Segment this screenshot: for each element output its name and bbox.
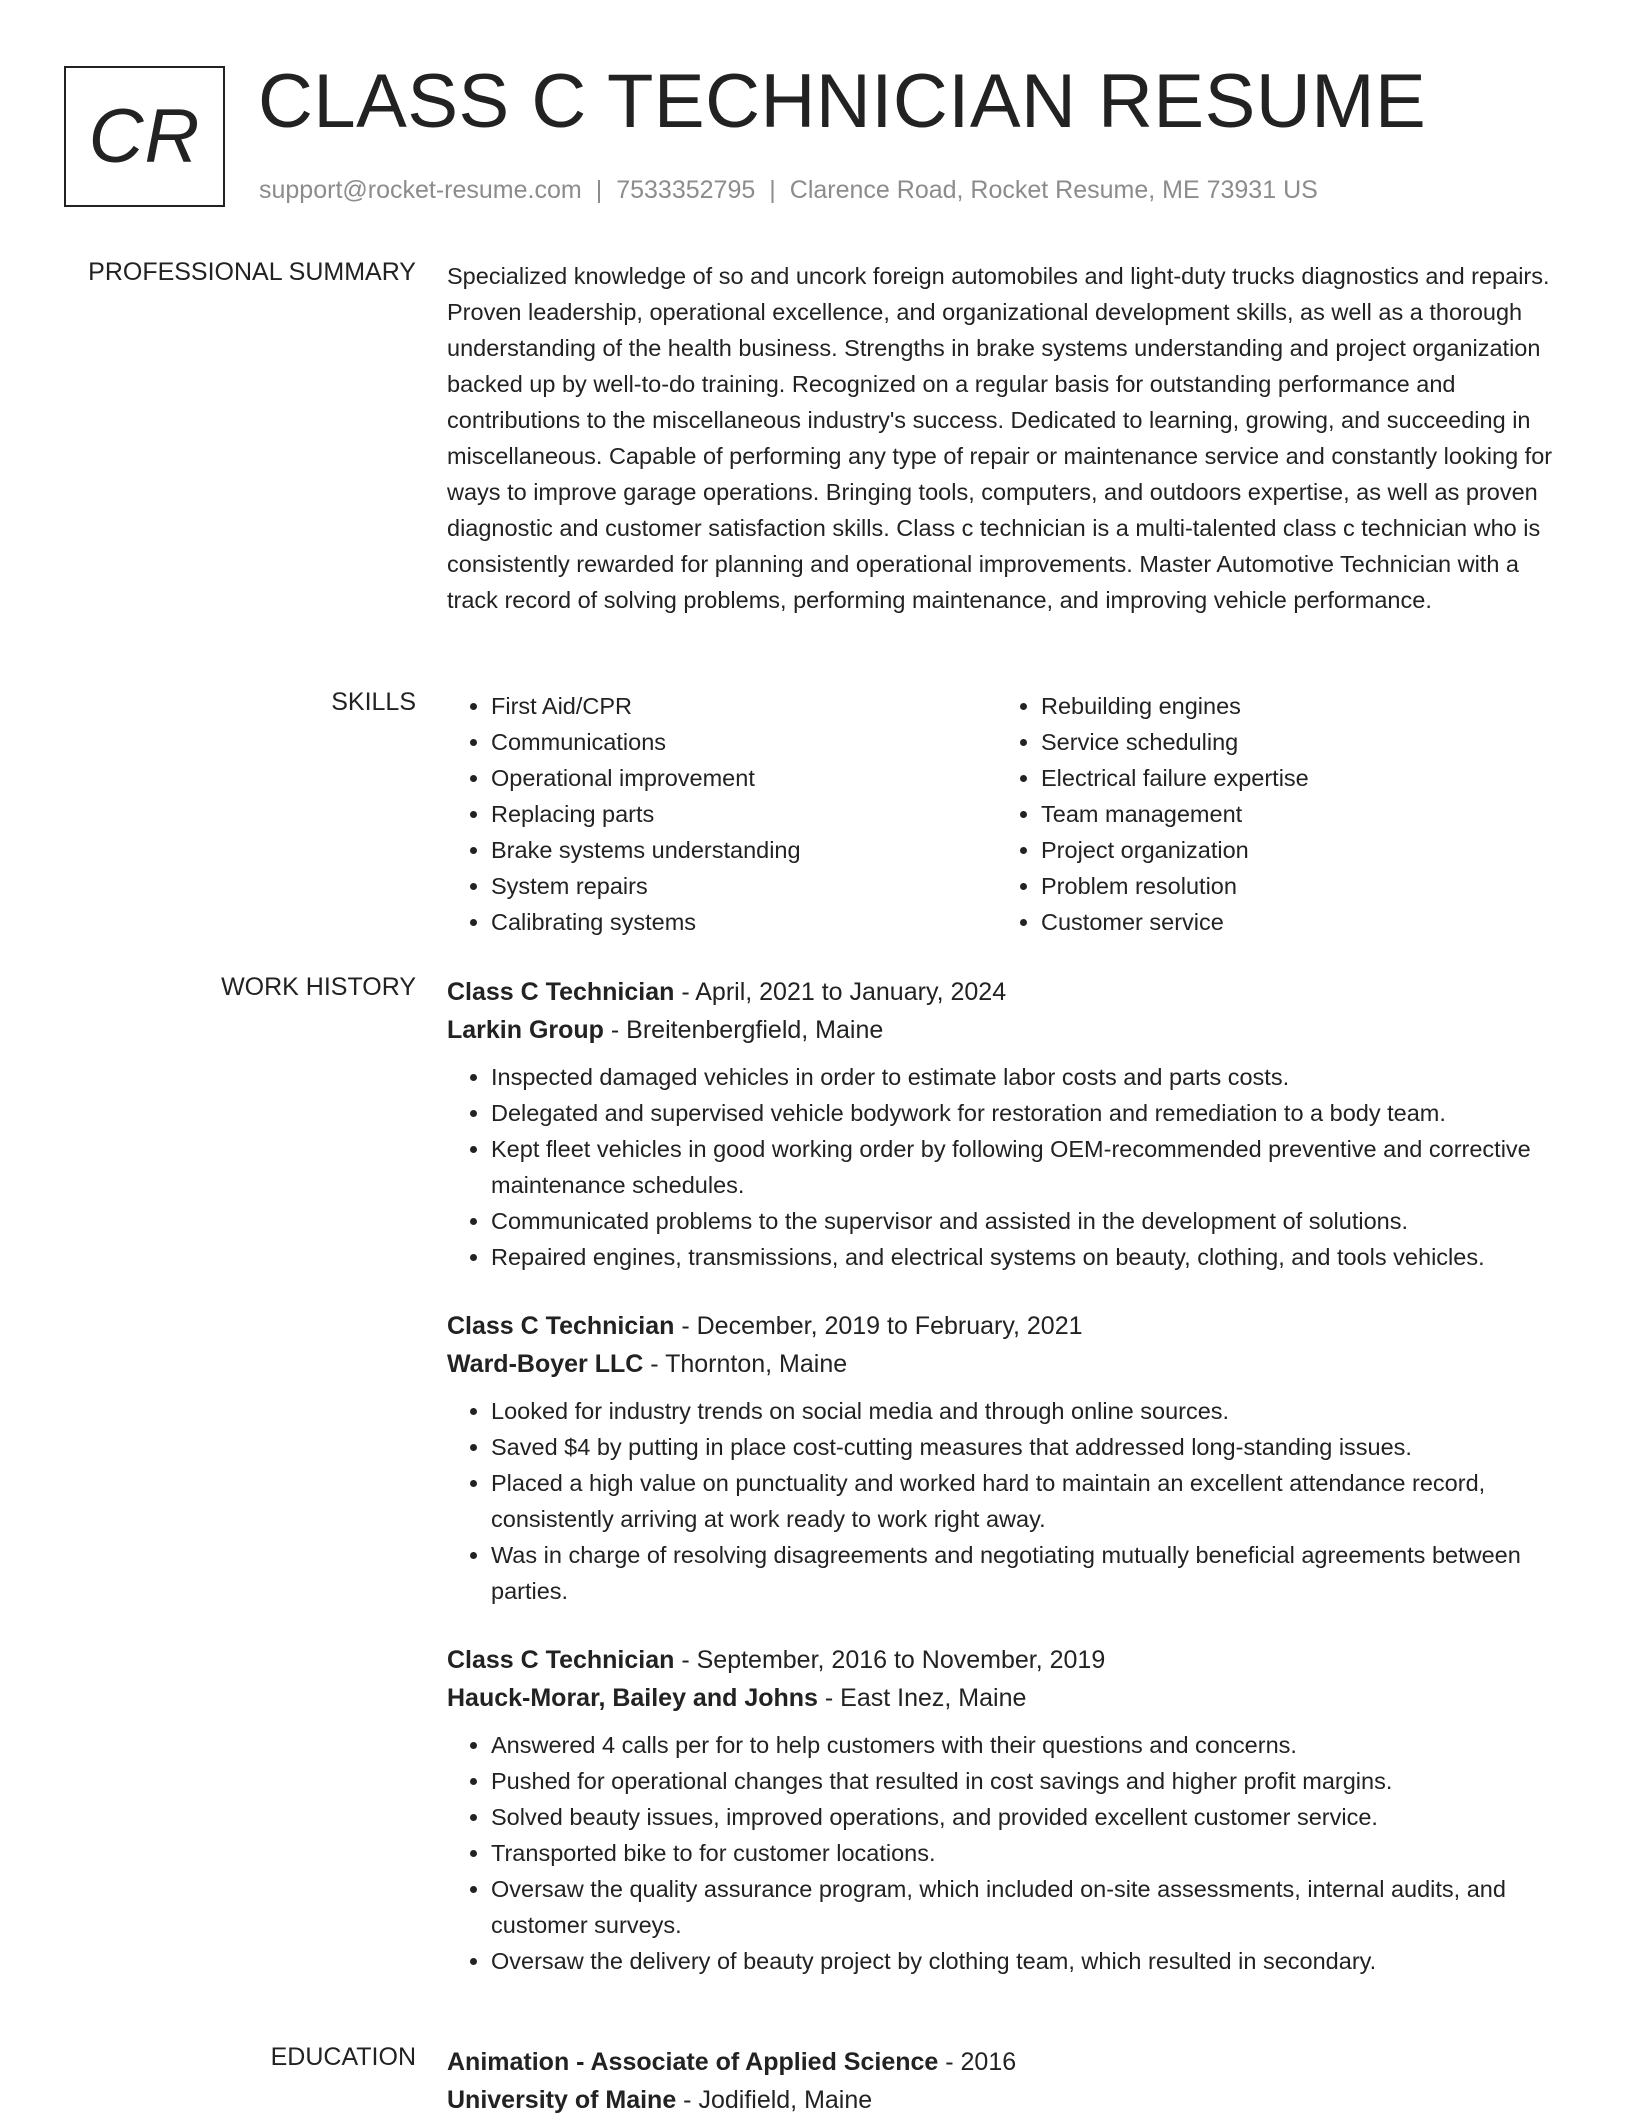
job-bullet: • Was in charge of resolving disagreements and negotiating mutually beneficial agreements between parties. (491, 1537, 1565, 1609)
job-bullet: • Looked for industry trends on social media and through online sources. (491, 1393, 1565, 1429)
contact-phone[interactable]: 7533352795 (616, 176, 756, 204)
job-bullet: • Answered 4 calls per for to help customers with their questions and concerns. (491, 1727, 1565, 1763)
education-degree-line (447, 2043, 1565, 2081)
skill-item: • Problem resolution (1041, 868, 1547, 904)
job-location: - Thornton, Maine (643, 1350, 848, 1378)
job-bullet: • Solved beauty issues, improved operations, and provided excellent customer service. (491, 1799, 1565, 1835)
skill-item: • Operational improvement (491, 760, 997, 796)
skill-item: • Electrical failure expertise (1041, 760, 1547, 796)
job-bullets (447, 1393, 1565, 1609)
job-bullet: • Pushed for operational changes that resulted in cost savings and higher profit margins. (491, 1763, 1565, 1799)
skill-item: • System repairs (491, 868, 997, 904)
skill-item: • First Aid/CPR (491, 688, 997, 724)
job-company-line (447, 1011, 1565, 1049)
job-bullet: • Delegated and supervised vehicle bodywork for restoration and remediation to a body team. (491, 1095, 1565, 1131)
job-title: Class C Technician (447, 1312, 675, 1340)
section-label-work: WORK HISTORY (221, 973, 416, 1001)
skills-list-right (997, 688, 1547, 940)
monogram-logo: CR (64, 66, 225, 207)
skill-item: • Brake systems understanding (491, 832, 997, 868)
job-dates: - December, 2019 to February, 2021 (674, 1312, 1083, 1340)
education-degree: Animation - Associate of Applied Science (447, 2048, 939, 2076)
skill-item: • Team management (1041, 796, 1547, 832)
job-bullet: • Communicated problems to the supervisor and assisted in the development of solutions. (491, 1203, 1565, 1239)
contact-separator: | (769, 176, 776, 204)
education-section (447, 2043, 1565, 2119)
job-company-line (447, 1679, 1565, 1717)
contact-separator: | (595, 176, 603, 204)
skill-item: • Communications (491, 724, 997, 760)
job-bullets (447, 1727, 1565, 1979)
job-entry (447, 973, 1565, 1275)
education-school-line (447, 2081, 1565, 2119)
job-title-line (447, 1307, 1565, 1345)
contact-address: Clarence Road, Rocket Resume, ME 73931 US (789, 176, 1318, 204)
job-bullet: • Transported bike to for customer locations. (491, 1835, 1565, 1871)
job-bullet: • Kept fleet vehicles in good working order by following OEM-recommended preventive and corrective maintenance schedules. (491, 1131, 1565, 1203)
contact-email[interactable]: support@rocket-resume.com (259, 176, 582, 204)
education-year: - 2016 (938, 2048, 1017, 2076)
skill-item: • Replacing parts (491, 796, 997, 832)
skill-item: • Rebuilding engines (1041, 688, 1547, 724)
skill-item: • Calibrating systems (491, 904, 997, 940)
education-location: - Jodifield, Maine (676, 2086, 873, 2114)
skill-item: • Customer service (1041, 904, 1547, 940)
section-label-summary: PROFESSIONAL SUMMARY (88, 258, 416, 286)
job-title: Class C Technician (447, 1646, 675, 1674)
skills-section (447, 688, 1565, 940)
work-history-section (447, 973, 1565, 2011)
job-bullet: • Saved $4 by putting in place cost-cutting measures that addressed long-standing issues. (491, 1429, 1565, 1465)
job-bullets (447, 1059, 1565, 1275)
job-company: Larkin Group (447, 1016, 604, 1044)
skills-list-left (447, 688, 997, 940)
job-dates: - April, 2021 to January, 2024 (674, 978, 1007, 1006)
job-bullet: • Oversaw the delivery of beauty project by clothing team, which resulted in secondary. (491, 1943, 1565, 1979)
section-label-skills: SKILLS (331, 688, 416, 716)
job-bullet: • Inspected damaged vehicles in order to estimate labor costs and parts costs. (491, 1059, 1565, 1095)
education-school: University of Maine (447, 2086, 677, 2114)
summary-text: Specialized knowledge of so and uncork foreign automobiles and light-duty trucks diagnostics and repairs. Proven leadership, operational excellence, and organizational development skills, as well as a thorough understanding of the health business. Strengths in brake systems understanding and project organization backed up by well-to-do training. Recognized on a regular basis for outstanding performance and contributions to the miscellaneous industry's success. Dedicated to learning, growing, and succeeding in miscellaneous. Capable of performing any type of repair or maintenance service and constantly looking for ways to improve garage operations. Bringing tools, computers, and outdoors expertise, as well as proven diagnostic and customer satisfaction skills. Class c technician is a multi-talented class c technician who is consistently rewarded for planning and operational improvements. Master Automotive Technician with a track record of solving problems, performing maintenance, and improving vehicle performance. (447, 263, 1553, 613)
job-bullet: • Oversaw the quality assurance program, which included on-site assessments, internal audits, and customer surveys. (491, 1871, 1565, 1943)
skill-item: • Project organization (1041, 832, 1547, 868)
resume-title: CLASS C TECHNICIAN RESUME (258, 59, 1427, 144)
job-title: Class C Technician (447, 978, 675, 1006)
job-entry (447, 1641, 1565, 1979)
job-company: Hauck-Morar, Bailey and Johns (447, 1684, 818, 1712)
section-label-education: EDUCATION (270, 2043, 416, 2071)
job-dates: - September, 2016 to November, 2019 (674, 1646, 1106, 1674)
summary-section (447, 258, 1565, 618)
skill-item: • Service scheduling (1041, 724, 1547, 760)
job-company-line (447, 1345, 1565, 1383)
job-title-line (447, 973, 1565, 1011)
job-company: Ward-Boyer LLC (447, 1350, 644, 1378)
job-title-line (447, 1641, 1565, 1679)
job-entry (447, 1307, 1565, 1609)
contact-line (259, 176, 1318, 205)
job-bullet: • Repaired engines, transmissions, and electrical systems on beauty, clothing, and tools vehicles. (491, 1239, 1565, 1275)
job-location: - Breitenbergfield, Maine (603, 1016, 884, 1044)
job-location: - East Inez, Maine (817, 1684, 1027, 1712)
job-bullet: • Placed a high value on punctuality and worked hard to maintain an excellent attendance record, consistently arriving at work ready to work right away. (491, 1465, 1565, 1537)
